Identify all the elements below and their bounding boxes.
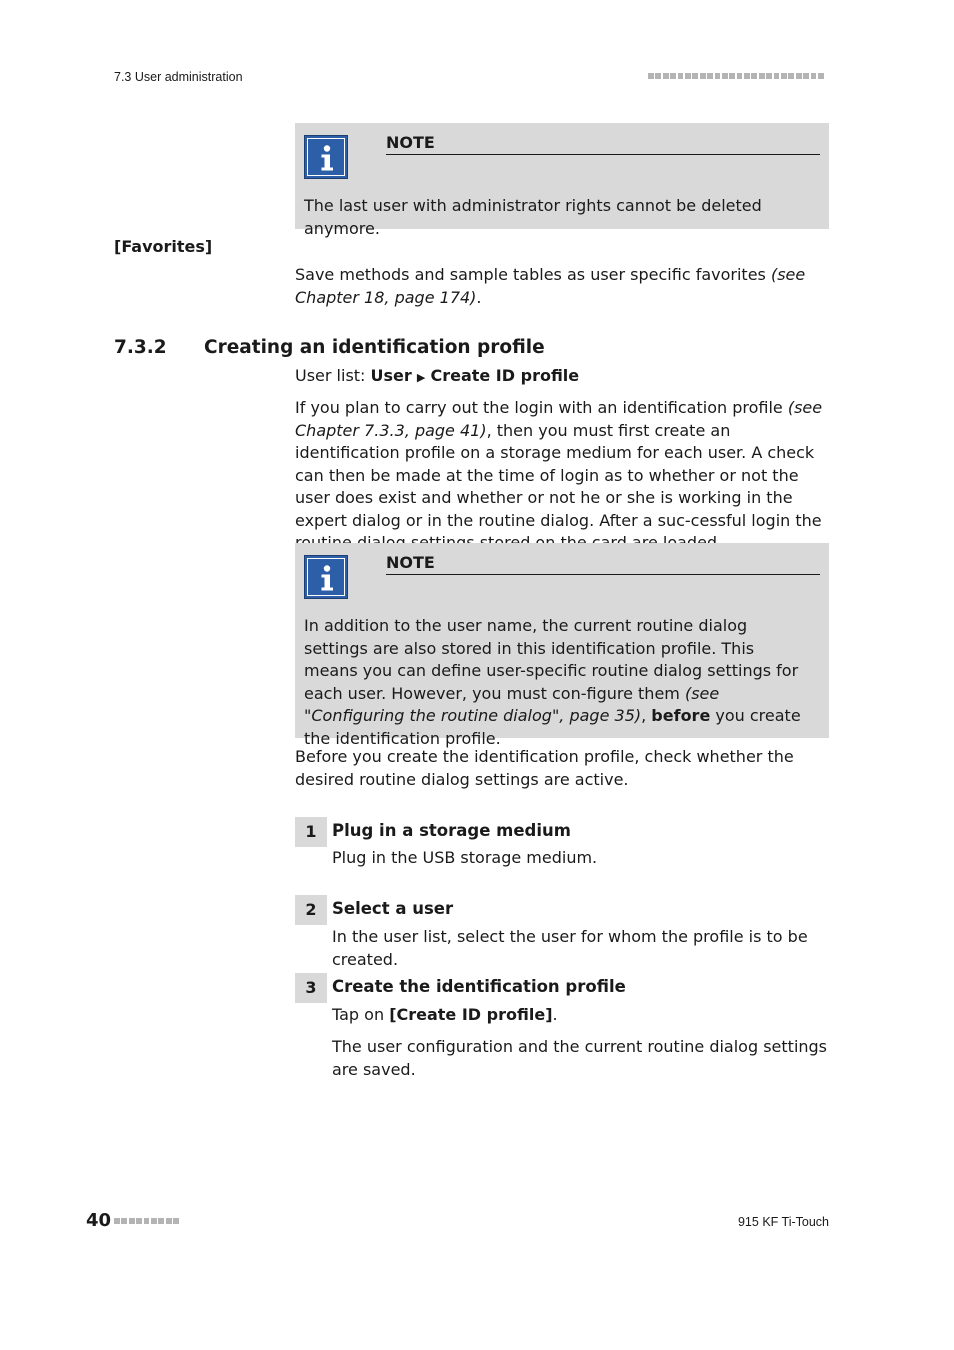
running-header: 7.3 User administration — [114, 70, 243, 84]
button-reference: [Create ID profile] — [389, 1005, 553, 1024]
chapter-reference: (see "Configuring the routine dialog", page 35) — [304, 683, 720, 725]
info-icon — [304, 555, 348, 599]
header-dots-decoration — [648, 73, 824, 79]
product-name: 915 KF Ti-Touch — [737, 1215, 829, 1229]
step-text: Tap on [Create ID profile]. — [332, 1005, 558, 1024]
step-result: The user configuration and the current routine dialog settings are saved. — [332, 1037, 828, 1079]
info-icon — [304, 135, 348, 179]
favorites-description: Save methods and sample tables as user specific favorites (see Chapter 18, page 174). — [295, 265, 806, 307]
before-paragraph: Before you create the identification profile, check whether the desired routine dialog settings are active. — [295, 747, 794, 789]
note-text: The last user with administrator rights cannot be deleted anymore. — [304, 196, 762, 238]
step-title: Select a user — [332, 899, 454, 918]
user-list-path: User list: User ▶ Create ID profile — [295, 366, 580, 385]
step-number: 1 — [295, 817, 327, 847]
note-box — [295, 543, 829, 748]
step-number: 2 — [295, 895, 327, 925]
section-title: Creating an identification profile — [204, 337, 545, 358]
chapter-reference: (see Chapter 18, page 174) — [295, 265, 806, 307]
breadcrumb-arrow-icon: ▶ — [416, 371, 426, 384]
step-title: Create the identification profile — [332, 977, 626, 996]
section-number: 7.3.2 — [114, 337, 167, 358]
page-number: 40 — [86, 1210, 112, 1231]
step-text: Plug in the USB storage medium. — [332, 848, 598, 867]
note-text: In addition to the user name, the current routine dialog settings are also stored in this identification profile. This means you can define user-specific routine dialog settings for each user. However, you must con-figure them (see "Configuring the routine dialog", page 35), before you create the identification profile. — [304, 616, 801, 748]
chapter-reference: (see Chapter 7.3.3, page 41) — [295, 398, 823, 440]
step-title: Plug in a storage medium — [332, 821, 571, 840]
note-title: NOTE — [386, 553, 820, 575]
step-text: In the user list, select the user for whom the profile is to be created. — [332, 927, 808, 969]
step-number: 3 — [295, 973, 327, 1003]
note-title: NOTE — [386, 133, 820, 155]
intro-paragraph: If you plan to carry out the login with an identification profile (see Chapter 7.3.3, page 41), then you must first create an identification profile on a storage medium for each user. A check can then be made at the time of login as to whether or not the user does exist and whether or not he or she is working in the expert dialog or in the routine dialog. After a suc-cessful login the — [295, 398, 823, 530]
favorites-label: [Favorites] — [114, 237, 213, 256]
note-box — [295, 123, 829, 238]
